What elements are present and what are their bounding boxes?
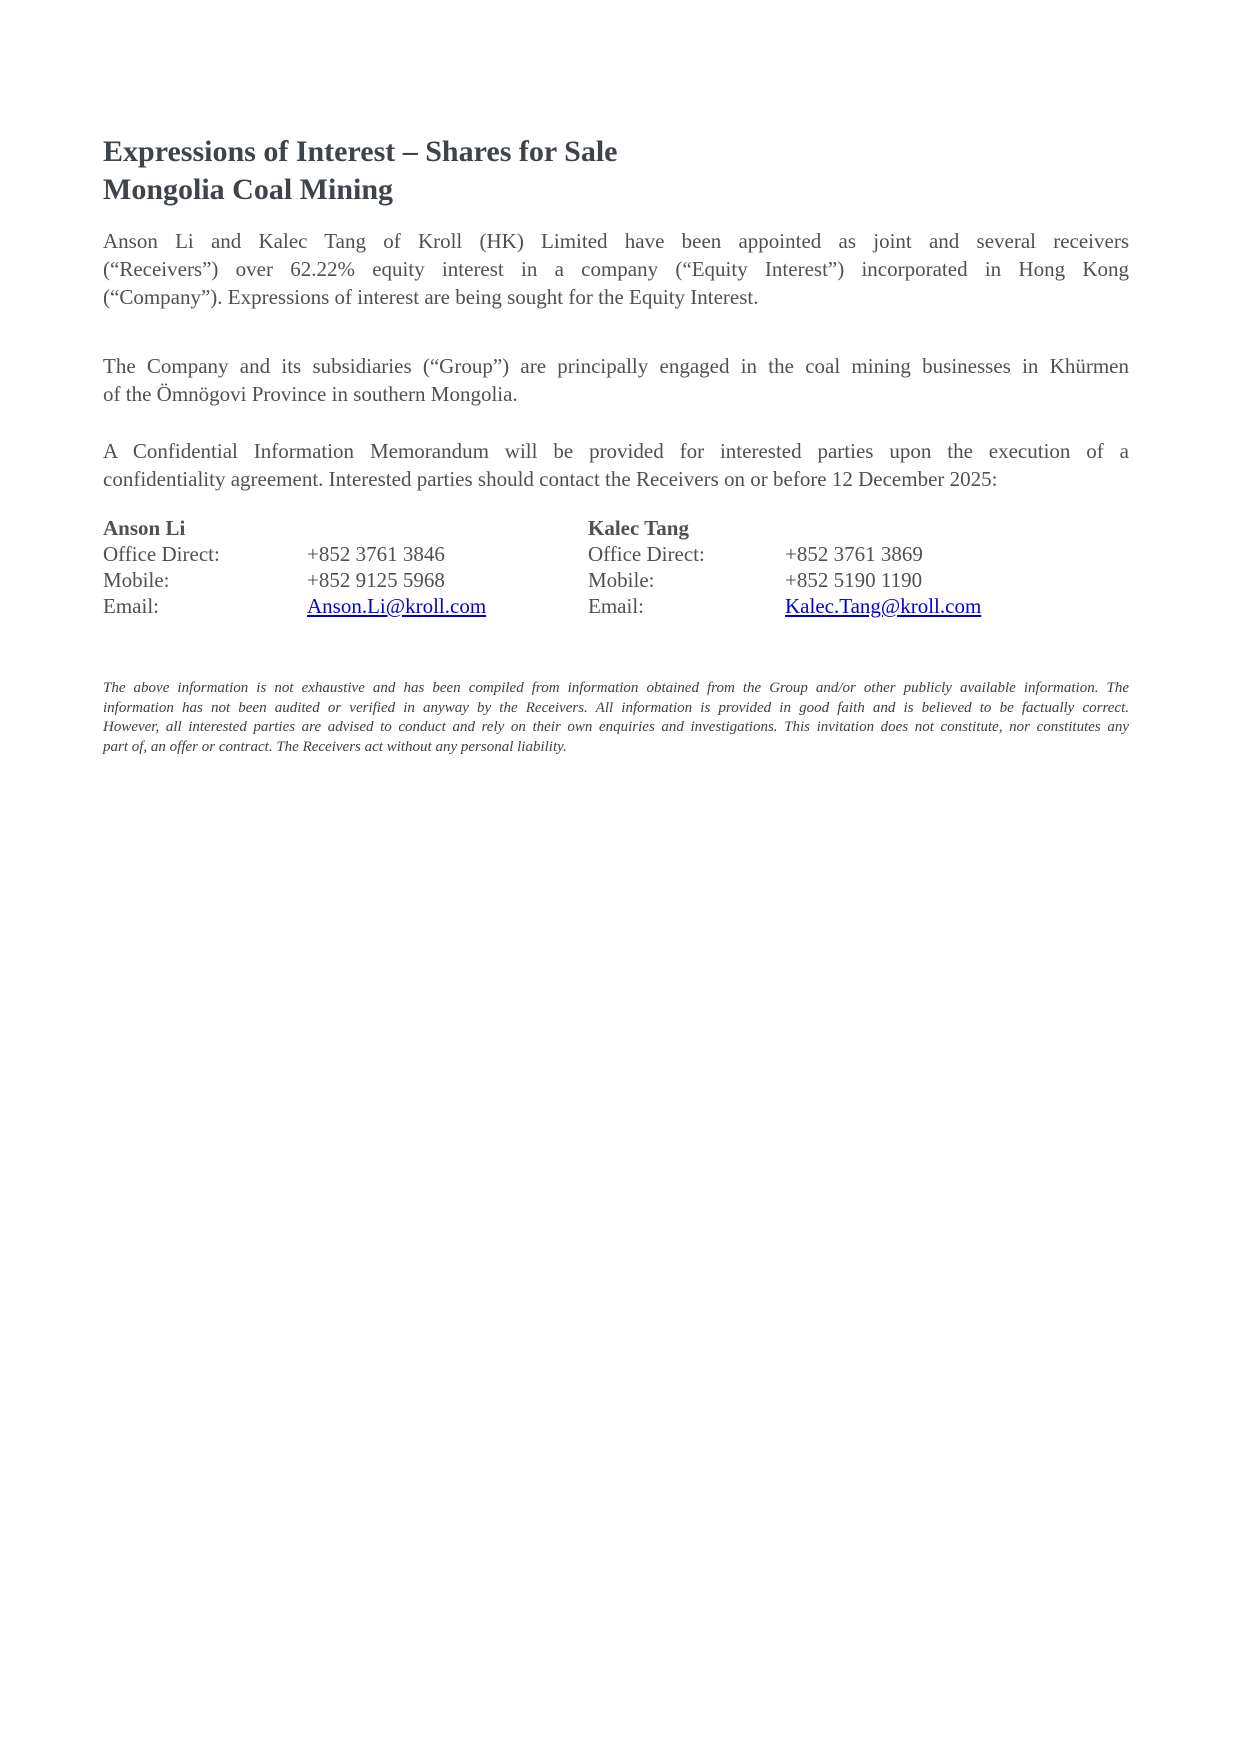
mobile-value: +852 5190 1190 (785, 568, 923, 592)
office-direct-value: +852 3761 3846 (307, 542, 445, 566)
mobile-label: Mobile: (103, 568, 170, 592)
text-line: The above information is not exhaustive and has been compiled from information obtained from the Group and/or other publicly available information. The (103, 680, 1129, 696)
text-line: Anson Li and Kalec Tang of Kroll (HK) Limited have been appointed as joint and several receivers (103, 229, 1129, 253)
company-paragraph (103, 352, 1129, 408)
title-line-2: Mongolia Coal Mining (103, 173, 394, 206)
contact-row-email (103, 593, 588, 619)
contact-row-office (103, 541, 588, 567)
text-line: (“Receivers”) over 62.22% equity interest in a company (“Equity Interest”) incorporated in Hong Kong (103, 257, 1129, 281)
text-line: information has not been audited or verified in anyway by the Receivers. All information is provided in good faith and is believed to be factually correct. (103, 699, 1129, 716)
contact-name: Kalec Tang (588, 516, 689, 540)
text-line: of the Ömnögovi Province in southern Mongolia. (103, 382, 518, 406)
mobile-value: +852 9125 5968 (307, 568, 445, 592)
disclaimer-paragraph (103, 679, 1129, 757)
email-link-kalec-tang[interactable]: Kalec.Tang@kroll.com (785, 594, 982, 618)
intro-paragraph (103, 227, 1129, 311)
office-direct-label: Office Direct: (588, 542, 705, 566)
contact-row-email (588, 593, 1129, 619)
contact-row-mobile (103, 567, 588, 593)
text-line: The Company and its subsidiaries (“Group”) are principally engaged in the coal mining businesses in Khürmen (103, 354, 1129, 378)
memorandum-paragraph (103, 437, 1129, 493)
contacts-section (103, 515, 1129, 619)
text-line: confidentiality agreement. Interested parties should contact the Receivers on or before 12 December 2025: (103, 467, 998, 491)
office-direct-value: +852 3761 3869 (785, 542, 923, 566)
email-label: Email: (103, 594, 159, 618)
contact-row-mobile (588, 567, 1129, 593)
email-link-anson-li[interactable]: Anson.Li@kroll.com (307, 594, 487, 618)
contact-card-anson-li (103, 515, 588, 619)
text-line: (“Company”). Expressions of interest are being sought for the Equity Interest. (103, 285, 759, 309)
title-line-1: Expressions of Interest – Shares for Sale (103, 135, 618, 168)
page-title (103, 133, 1129, 209)
email-label: Email: (588, 594, 644, 618)
document-content (0, 133, 1241, 757)
contact-row-office (588, 541, 1129, 567)
text-line: However, all interested parties are advised to conduct and rely on their own enquiries and investigations. This invitation does not constitute, nor constitutes any (103, 719, 1129, 735)
text-line: part of, an offer or contract. The Receivers act without any personal liability. (103, 738, 567, 755)
text-line: A Confidential Information Memorandum will be provided for interested parties upon the execution of a (103, 439, 1129, 463)
mobile-label: Mobile: (588, 568, 655, 592)
contact-card-kalec-tang (588, 515, 1129, 619)
contact-name: Anson Li (103, 516, 186, 540)
office-direct-label: Office Direct: (103, 542, 220, 566)
